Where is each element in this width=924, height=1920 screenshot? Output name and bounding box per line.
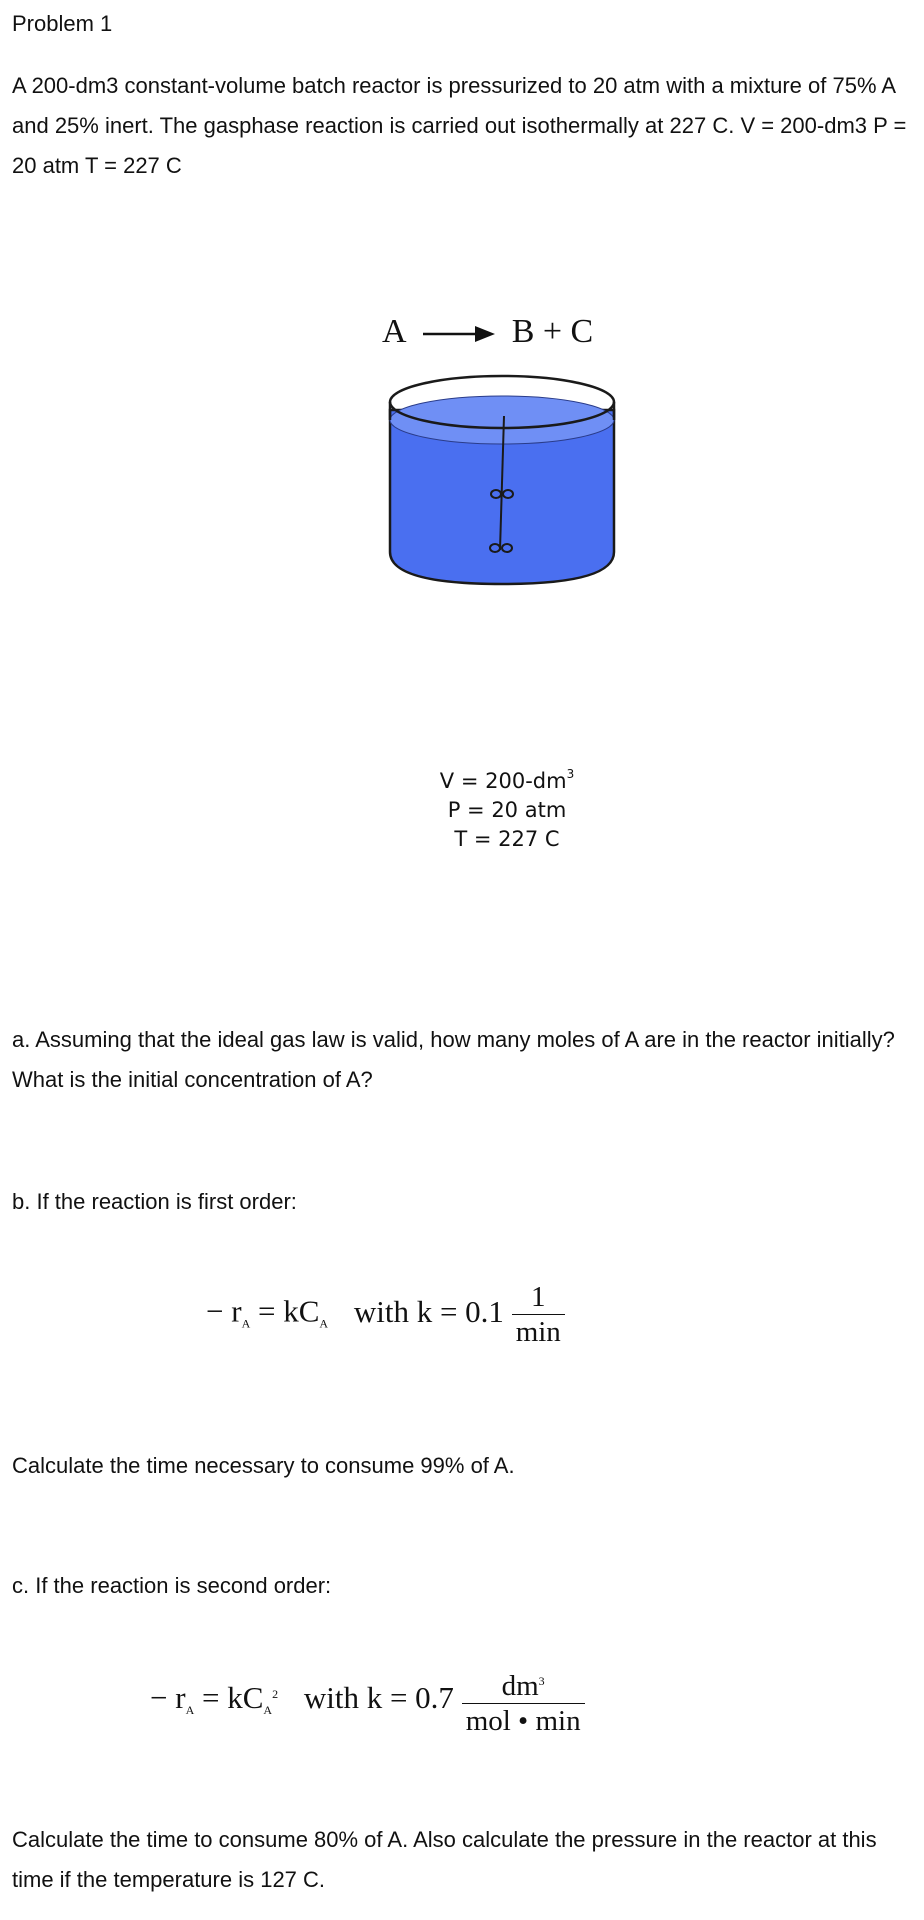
part-b-k-units: $\frac{1}{\min}$ <box>512 1280 565 1349</box>
part-c-heading: c. If the reaction is second order: <box>12 1573 332 1598</box>
reaction-arrow-icon <box>419 322 497 346</box>
part-b-heading: b. If the reaction is first order: <box>12 1189 297 1214</box>
part-c-question: Calculate the time to consume 80% of A. Also calculate the pressure in the reactor at this time if the temperature is 127 C. <box>12 1827 877 1892</box>
reaction-equation <box>382 312 642 352</box>
part-b-rate-equation: − $r_A = kC_A$ with k = 0.1 $\frac{1}{\min}$ <box>206 1280 565 1349</box>
products-label: B + C <box>511 313 594 350</box>
part-c-rate-equation: − $r_A = kC_A^2$ with k = 0.7 $\frac{dm^3}{\text{mol • min}}$ <box>150 1664 585 1738</box>
reactor-parameters <box>362 760 652 854</box>
reactant-label: A <box>382 313 405 350</box>
part-a-question: a. Assuming that the ideal gas law is valid, how many moles of A are in the reactor initially? What is the initial concentration of A? <box>12 1027 895 1092</box>
pressure-label: P = 20 atm <box>447 798 567 822</box>
batch-reactor-illustration <box>384 370 620 592</box>
part-b-question: Calculate the time necessary to consume 99% of A. <box>12 1453 515 1478</box>
volume-label: $V = 200-dm^3$ <box>439 767 575 793</box>
problem-intro: A 200-dm3 constant-volume batch reactor is pressurized to 20 atm with a mixture of 75% A and 25% inert. The gasphase reaction is carried out isothermally at 227 C. V = 200-dm3 P = 20 atm T = 227 C <box>12 73 907 178</box>
problem-title: Problem 1 <box>12 11 113 36</box>
temperature-label: T = 227 C <box>454 827 560 851</box>
part-c-k-units: $\frac{dm^3}{\text{mol • min}}$ <box>462 1664 585 1738</box>
